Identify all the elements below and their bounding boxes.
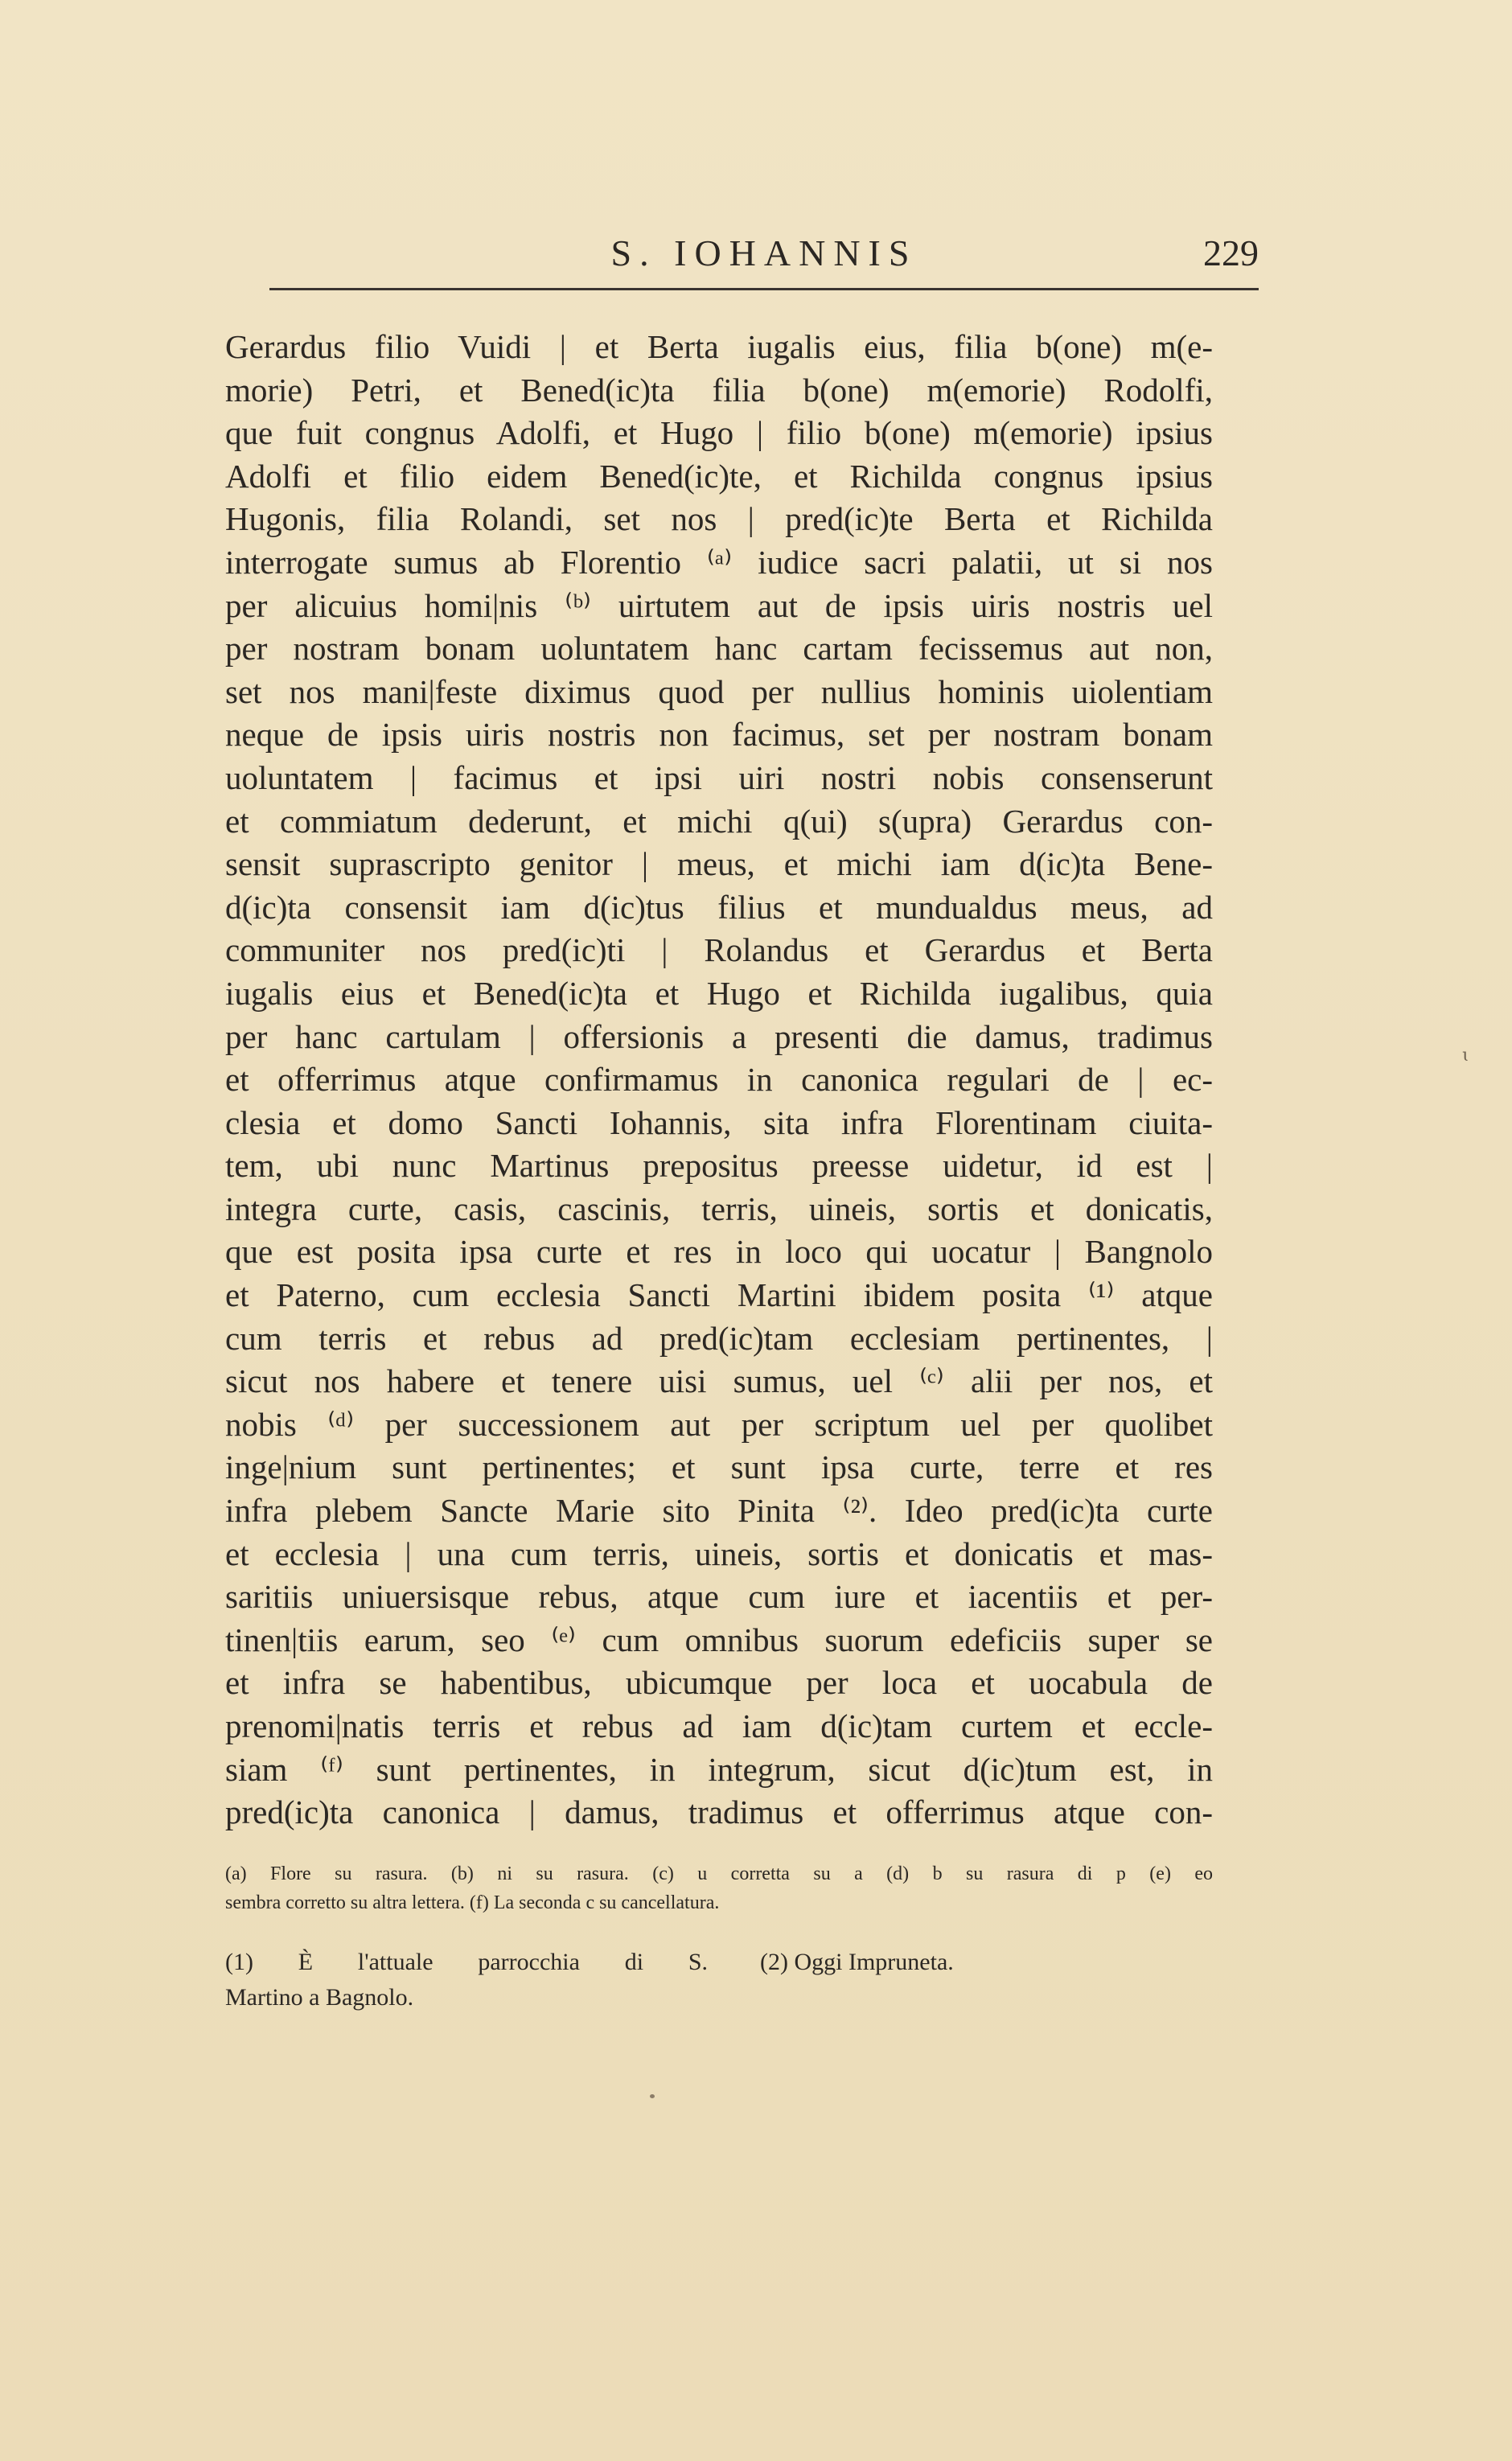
body-line: cum terris et rebus ad pred(ic)tam ecclesiam pertinentes, |: [225, 1319, 1213, 1357]
footnote-2: [760, 1945, 954, 1980]
body-line: et offerrimus atque confirmamus in canonica regulari de | ec-: [225, 1061, 1213, 1099]
page-header: [269, 232, 1259, 280]
body-line: que est posita ipsa curte et res in loco qui uocatur | Bangnolo: [225, 1233, 1213, 1271]
body-line: prenomi|natis terris et rebus ad iam d(ic)tam curtem et eccle-: [225, 1707, 1213, 1744]
body-line: iugalis eius et Bened(ic)ta et Hugo et Richilda iugalibus, quia: [225, 974, 1213, 1012]
body-line: pred(ic)ta canonica | damus, tradimus et offerrimus atque con-: [225, 1793, 1213, 1831]
body-line: saritiis uniuersisque rebus, atque cum iure et iacentiis et per-: [225, 1578, 1213, 1616]
body-text: [225, 326, 1213, 1834]
body-line: d(ic)ta consensit iam d(ic)tus filius et mundualdus meus, ad: [225, 888, 1213, 926]
body-line: tem, ubi nunc Martinus prepositus preesse uidetur, id est |: [225, 1147, 1213, 1185]
body-line: Adolfi et filio eidem Bened(ic)te, et Richilda congnus ipsius: [225, 457, 1213, 495]
body-line: set nos mani|feste diximus quod per nullius hominis uiolentiam: [225, 672, 1213, 710]
footnote-2-line: (2) Oggi Impruneta.: [760, 1949, 954, 1975]
critical-note-line: sembra corretto su altra lettera. (f) La seconda c su cancellatura.: [225, 1892, 720, 1913]
critical-note-line: (a) Flore su rasura. (b) ni su rasura. (c) u corretta su a (d) b su rasura di p (e) eo: [225, 1863, 1213, 1884]
footnote-1-line: (1) È l'attuale parrocchia di S.: [225, 1949, 708, 1975]
body-line: sensit suprascripto genitor | meus, et michi iam d(ic)ta Bene-: [225, 845, 1213, 883]
body-line: sicut nos habere et tenere uisi sumus, uel ⁽ᶜ⁾ alii per nos, et: [225, 1362, 1213, 1400]
body-line: Hugonis, filia Rolandi, set nos | pred(ic)te Berta et Richilda: [225, 500, 1213, 538]
body-line: communiter nos pred(ic)ti | Rolandus et Gerardus et Berta: [225, 931, 1213, 969]
body-line: tinen|tiis earum, seo ⁽ᵉ⁾ cum omnibus suorum edeficiis super se: [225, 1621, 1213, 1658]
critical-apparatus: [225, 1859, 1213, 1917]
body-line: interrogate sumus ab Florentio ⁽ᵃ⁾ iudice sacri palatii, ut si nos: [225, 543, 1213, 581]
body-line: inge|nium sunt pertinentes; et sunt ipsa curte, terre et res: [225, 1448, 1213, 1486]
body-line: Gerardus filio Vuidi | et Berta iugalis eius, filia b(one) m(e-: [225, 328, 1213, 365]
body-line: infra plebem Sancte Marie sito Pinita ⁽²⁾. Ideo pred(ic)ta curte: [225, 1492, 1213, 1530]
body-line: per hanc cartulam | offersionis a presenti die damus, tradimus: [225, 1017, 1213, 1055]
footnote-1-line: Martino a Bagnolo.: [225, 1984, 414, 2011]
body-line: nobis ⁽ᵈ⁾ per successionem aut per scriptum uel per quolibet: [225, 1405, 1213, 1443]
header-rule: [269, 288, 1259, 290]
footnote-1: [225, 1945, 708, 2015]
body-line: et ecclesia | una cum terris, uineis, sortis et donicatis et mas-: [225, 1535, 1213, 1572]
body-line: que fuit congnus Adolfi, et Hugo | filio b(one) m(emorie) ipsius: [225, 414, 1213, 452]
body-line: uoluntatem | facimus et ipsi uiri nostri nobis consenserunt: [225, 758, 1213, 796]
body-line: et commiatum dederunt, et michi q(ui) s(upra) Gerardus con-: [225, 802, 1213, 840]
body-line: clesia et domo Sancti Iohannis, sita infra Florentinam ciuita-: [225, 1103, 1213, 1141]
body-line: neque de ipsis uiris nostris non facimus, set per nostram bonam: [225, 716, 1213, 754]
body-line: per nostram bonam uoluntatem hanc cartam fecissemus aut non,: [225, 630, 1213, 668]
body-line: et Paterno, cum ecclesia Sancti Martini ibidem posita ⁽¹⁾ atque: [225, 1276, 1213, 1314]
margin-mark: ɩ: [1462, 1046, 1469, 1066]
body-line: siam ⁽ᶠ⁾ sunt pertinentes, in integrum, sicut d(ic)tum est, in: [225, 1750, 1213, 1788]
body-line: et infra se habentibus, ubicumque per loca et uocabula de: [225, 1664, 1213, 1702]
body-line: integra curte, casis, cascinis, terris, uineis, sortis et donicatis,: [225, 1189, 1213, 1227]
body-line: morie) Petri, et Bened(ic)ta filia b(one) m(emorie) Rodolfi,: [225, 371, 1213, 409]
body-line: per alicuius homi|nis ⁽ᵇ⁾ uirtutem aut de ipsis uiris nostris uel: [225, 586, 1213, 624]
ink-speck: [650, 2094, 655, 2098]
page-number: 229: [1203, 232, 1259, 273]
running-title: S. IOHANNIS: [610, 232, 918, 273]
